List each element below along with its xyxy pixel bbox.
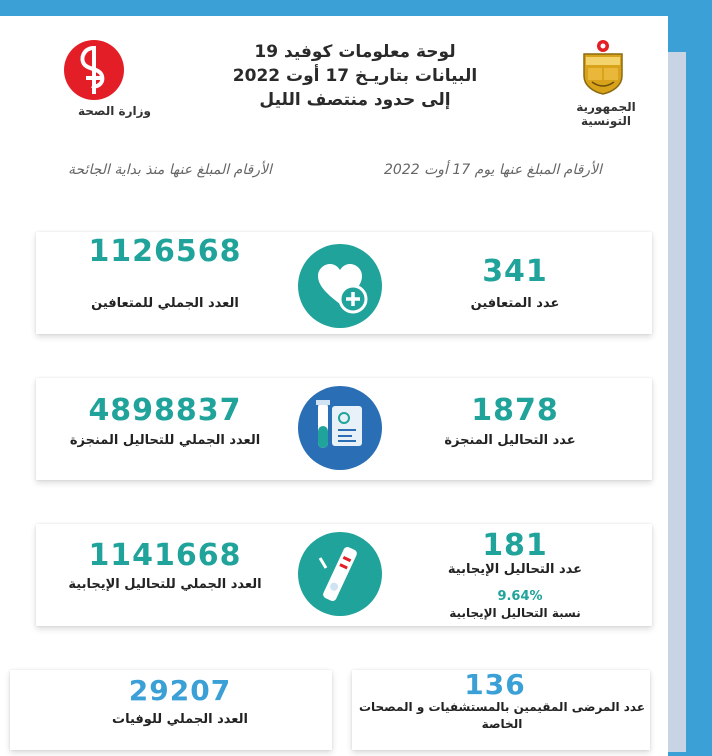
side-strip (668, 52, 686, 752)
republic-emblem-icon (578, 38, 628, 96)
tests-daily-label: عدد التحاليل المنجزة (444, 433, 576, 448)
tests-total-value: 4898837 (88, 393, 242, 428)
positive-icon-circle (298, 532, 382, 616)
deaths-total-label: العدد الجملي للوفيات (112, 712, 248, 727)
hospitalized-label-line-2: الخاصة (481, 717, 523, 731)
deaths-total-value: 29207 (128, 674, 232, 707)
recovered-total-value: 1126568 (88, 234, 242, 269)
rapid-test-icon (298, 532, 382, 616)
ministry-logo-icon (62, 38, 126, 102)
recovered-total-label: العدد الجملي للمتعافين (91, 296, 239, 311)
tests-daily-value: 1878 (471, 393, 559, 428)
recovered-daily-label: عدد المتعافين (470, 296, 560, 311)
ministry-label: وزارة الصحة (78, 104, 152, 118)
title-line-1: لوحة معلومات كوفيد 19 (254, 42, 456, 62)
test-tube-report-icon (298, 386, 382, 470)
positive-daily-label: عدد التحاليل الإيجابية (447, 562, 583, 577)
positive-rate-label: نسبة التحاليل الإيجابية (449, 606, 581, 620)
positive-daily-value: 181 (482, 528, 548, 563)
recovered-icon-circle (298, 244, 382, 328)
tests-total-label: العدد الجملي للتحاليل المنجزة (69, 433, 261, 448)
cumulative-subheading: الأرقام المبلغ عنها منذ بداية الجائحة (68, 162, 272, 178)
heart-plus-icon (298, 244, 382, 328)
hospitalized-label-line-1: عدد المرضى المقيمين بالمستشفيات و المصحات (358, 700, 646, 714)
title-line-3: إلى حدود منتصف الليل (259, 90, 451, 110)
positive-total-label: العدد الجملي للتحاليل الإيجابية (68, 577, 262, 592)
positive-total-value: 1141668 (88, 538, 242, 573)
daily-subheading: الأرقام المبلغ عنها يوم 17 أوت 2022 (384, 162, 602, 178)
hospitalized-value: 136 (464, 668, 526, 701)
recovered-daily-value: 341 (482, 254, 548, 289)
positive-rate-value: 9.64% (497, 589, 543, 604)
title-line-2: البيانات بتاريـخ 17 أوت 2022 (232, 66, 478, 86)
tests-icon-circle (298, 386, 382, 470)
republic-label: الجمهورية التونسية (576, 100, 636, 128)
page-title (200, 40, 510, 112)
